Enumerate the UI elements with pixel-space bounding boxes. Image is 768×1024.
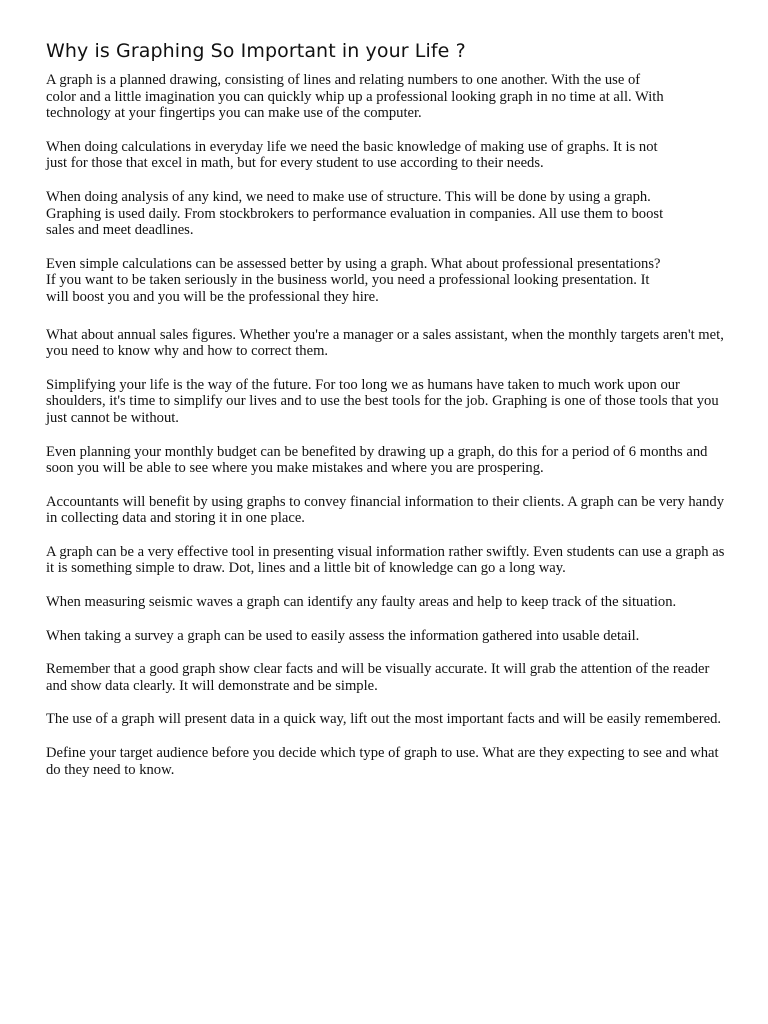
- paragraph: Accountants will benefit by using graphs to convey financial information to their clients. A graph can be very handy in collecting data and storing it in one place.: [46, 493, 725, 527]
- paragraph: A graph can be a very effective tool in presenting visual information rather swiftly. Even students can use a graph as it is something simple to draw. Dot, lines and a little bit of knowledge can go a long way.: [46, 543, 725, 577]
- paragraph: The use of a graph will present data in a quick way, lift out the most important facts and will be easily remembered.: [46, 711, 722, 728]
- paragraph: Define your target audience before you decide which type of graph to use. What are they expecting to see and what do they need to know.: [46, 745, 719, 778]
- paragraph: Simplifying your life is the way of the future. For too long we as humans have taken to much work upon our shoulders, it's time to simplify our lives and to use the best tools for the job. Graphing is one of those tools that you just cannot be without.: [46, 376, 719, 426]
- paragraph: When taking a survey a graph can be used to easily assess the information gathered into usable detail.: [46, 627, 640, 644]
- paragraph: When doing analysis of any kind, we need to make use of structure. This will be done by using a graph. Graphing is used daily. From stockbrokers to performance evaluation in companies. All use them to boost sales and meet deadlines.: [46, 188, 664, 239]
- paragraph: A graph is a planned drawing, consisting of lines and relating numbers to one another. With the use of color and a little imagination you can quickly whip up a professional looking graph in no time at all. With technology at your fingertips you can make use of the computer.: [46, 72, 664, 122]
- paragraph: Remember that a good graph show clear facts and will be visually accurate. It will grab the attention of the reader and show data clearly. It will demonstrate and be simple.: [46, 661, 710, 694]
- paragraph: What about annual sales figures. Whether you're a manager or a sales assistant, when the monthly targets aren't met, you need to know why and how to correct them.: [46, 326, 724, 360]
- paragraph: Even planning your monthly budget can be benefited by drawing up a graph, do this for a period of 6 months and soon you will be able to see where you make mistakes and where you are prospering.: [46, 443, 708, 477]
- paragraph: When doing calculations in everyday life we need the basic knowledge of making use of graphs. It is not just for those that excel in math, but for every student to use according to their needs.: [46, 138, 658, 172]
- paragraph: When measuring seismic waves a graph can identify any faulty areas and help to keep track of the situation.: [46, 594, 677, 611]
- article-body: [46, 72, 726, 778]
- paragraph: Even simple calculations can be assessed better by using a graph. What about professional presentations? If you want to be taken seriously in the business world, you need a professional looking presentation. It will boost you and you will be the professional they hire.: [46, 255, 661, 305]
- page-title: Why is Graphing So Important in your Life ?: [46, 40, 466, 62]
